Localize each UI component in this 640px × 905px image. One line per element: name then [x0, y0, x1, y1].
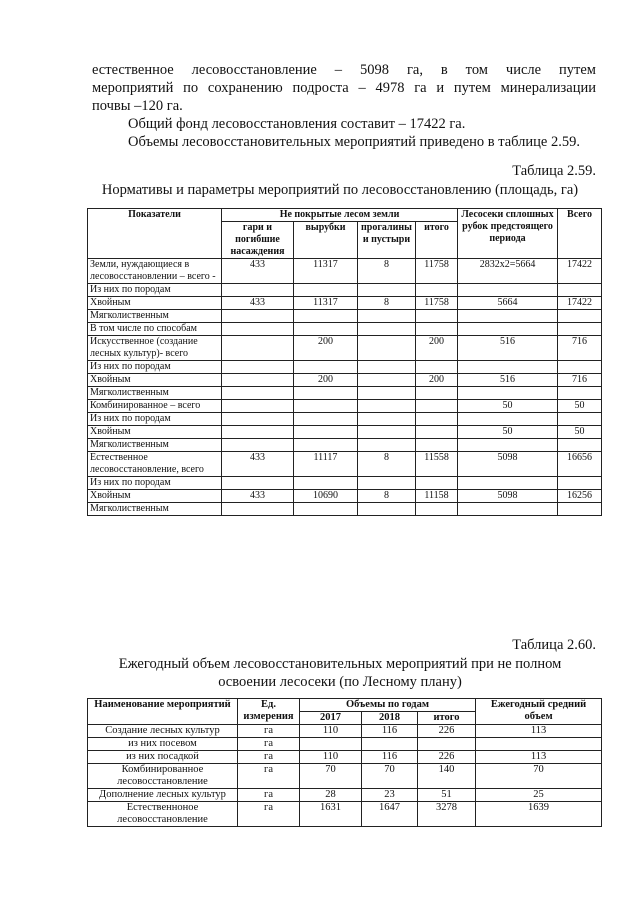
cell-glades — [358, 361, 416, 374]
cell-cutting — [458, 439, 558, 452]
table-row — [88, 413, 602, 426]
cell-burned — [222, 439, 294, 452]
table2-number: Таблица 2.60. — [512, 637, 596, 653]
cell-cutting — [458, 361, 558, 374]
cell-subtotal — [416, 310, 458, 323]
intro-line-1: естественное лесовосстановление – 5098 га, в том числе путем — [92, 62, 596, 78]
cell-subtotal — [416, 413, 458, 426]
cell-unit: га — [238, 751, 300, 764]
header-2018: 2018 — [362, 712, 418, 725]
cell-total: 716 — [558, 374, 602, 387]
cell-clearings — [294, 284, 358, 297]
header-not-covered: Не покрытые лесом земли — [222, 209, 458, 222]
cell-glades: 8 — [358, 259, 416, 284]
row-label: Из них по породам — [88, 413, 222, 426]
cell-total — [558, 323, 602, 336]
cell-clearings — [294, 387, 358, 400]
cell-2017: 110 — [300, 725, 362, 738]
row-label: Из них по породам — [88, 477, 222, 490]
table-row — [88, 789, 602, 802]
table-row — [88, 426, 602, 439]
table-row — [88, 751, 602, 764]
header-cutting-areas: Лесосеки сплошных рубок предстоящего периода — [458, 209, 558, 259]
cell-unit: га — [238, 738, 300, 751]
table-row — [88, 452, 602, 477]
cell-subtotal: 140 — [418, 764, 476, 789]
table-row — [88, 477, 602, 490]
cell-subtotal — [416, 426, 458, 439]
cell-burned — [222, 503, 294, 516]
cell-total: 16256 — [558, 490, 602, 503]
cell-burned — [222, 426, 294, 439]
cell-total — [558, 439, 602, 452]
cell-total — [558, 413, 602, 426]
row-name: из них посадкой — [88, 751, 238, 764]
cell-total: 716 — [558, 336, 602, 361]
table-row — [88, 259, 602, 284]
header-subtotal: итого — [416, 222, 458, 259]
table-row — [88, 284, 602, 297]
cell-total — [558, 503, 602, 516]
cell-burned — [222, 477, 294, 490]
cell-burned — [222, 310, 294, 323]
cell-subtotal: 200 — [416, 336, 458, 361]
header-annual: Ежегодный средний объем — [476, 699, 602, 725]
cell-subtotal — [416, 439, 458, 452]
cell-burned — [222, 361, 294, 374]
header-name: Наименование мероприятий — [88, 699, 238, 725]
table-row — [88, 374, 602, 387]
cell-burned — [222, 387, 294, 400]
cell-subtotal — [416, 503, 458, 516]
cell-clearings — [294, 503, 358, 516]
row-name: Дополнение лесных культур — [88, 789, 238, 802]
cell-burned — [222, 336, 294, 361]
cell-burned — [222, 374, 294, 387]
cell-total: 50 — [558, 400, 602, 413]
cell-subtotal: 11558 — [416, 452, 458, 477]
cell-clearings: 11317 — [294, 259, 358, 284]
row-label: Мягколиственным — [88, 310, 222, 323]
row-label: Хвойным — [88, 490, 222, 503]
cell-total: 17422 — [558, 297, 602, 310]
cell-glades — [358, 387, 416, 400]
table-row — [88, 310, 602, 323]
cell-annual: 1639 — [476, 802, 602, 827]
cell-glades — [358, 323, 416, 336]
row-name: Естественноное лесовосстановление — [88, 802, 238, 827]
cell-subtotal: 11158 — [416, 490, 458, 503]
cell-subtotal: 3278 — [418, 802, 476, 827]
row-label: Земли, нуждающиеся в лесовосстановлении – всего - — [88, 259, 222, 284]
table-row — [88, 738, 602, 751]
table-row — [88, 400, 602, 413]
cell-burned: 433 — [222, 490, 294, 503]
table1-number: Таблица 2.59. — [512, 163, 596, 179]
cell-glades — [358, 426, 416, 439]
cell-annual — [476, 738, 602, 751]
row-label: Естественное лесовосстановление, всего — [88, 452, 222, 477]
cell-clearings — [294, 310, 358, 323]
cell-unit: га — [238, 764, 300, 789]
cell-annual: 113 — [476, 751, 602, 764]
cell-annual: 70 — [476, 764, 602, 789]
table-row — [88, 802, 602, 827]
cell-burned: 433 — [222, 452, 294, 477]
table-row — [88, 503, 602, 516]
row-name: из них посевом — [88, 738, 238, 751]
cell-cutting — [458, 323, 558, 336]
cell-glades — [358, 374, 416, 387]
cell-glades — [358, 477, 416, 490]
cell-cutting — [458, 503, 558, 516]
cell-cutting: 5098 — [458, 452, 558, 477]
cell-burned: 433 — [222, 259, 294, 284]
header-subtotal: итого — [418, 712, 476, 725]
cell-clearings: 200 — [294, 374, 358, 387]
row-label: Комбинированное – всего — [88, 400, 222, 413]
cell-unit: га — [238, 802, 300, 827]
cell-burned: 433 — [222, 297, 294, 310]
cell-subtotal — [418, 738, 476, 751]
cell-2017: 1631 — [300, 802, 362, 827]
cell-2017: 28 — [300, 789, 362, 802]
row-label: Искусственное (создание лесных культур)- всего — [88, 336, 222, 361]
header-glades: прогалины и пустыри — [358, 222, 416, 259]
cell-burned — [222, 284, 294, 297]
table2 — [87, 698, 602, 827]
row-name: Создание лесных культур — [88, 725, 238, 738]
header-total: Всего — [558, 209, 602, 259]
cell-annual: 113 — [476, 725, 602, 738]
cell-total — [558, 477, 602, 490]
table-row — [88, 297, 602, 310]
cell-total: 50 — [558, 426, 602, 439]
cell-clearings: 200 — [294, 336, 358, 361]
cell-clearings: 11317 — [294, 297, 358, 310]
table2-title-line1: Ежегодный объем лесовосстановительных мероприятий при не полном — [118, 656, 562, 672]
cell-glades — [358, 310, 416, 323]
cell-clearings — [294, 323, 358, 336]
cell-2018: 23 — [362, 789, 418, 802]
cell-cutting: 50 — [458, 400, 558, 413]
header-volumes: Объемы по годам — [300, 699, 476, 712]
cell-cutting — [458, 310, 558, 323]
header-unit: Ед. измерения — [238, 699, 300, 725]
row-label: Из них по породам — [88, 284, 222, 297]
cell-glades — [358, 400, 416, 413]
table-row — [88, 490, 602, 503]
cell-2018: 116 — [362, 725, 418, 738]
table-row — [88, 361, 602, 374]
cell-subtotal: 51 — [418, 789, 476, 802]
intro-line-3: почвы –120 га. — [92, 98, 183, 114]
row-label: Мягколиственным — [88, 503, 222, 516]
cell-cutting — [458, 284, 558, 297]
cell-clearings: 10690 — [294, 490, 358, 503]
cell-cutting — [458, 477, 558, 490]
header-indicators: Показатели — [88, 209, 222, 259]
intro-line-4: Общий фонд лесовосстановления составит – 17422 га. — [128, 116, 466, 132]
cell-subtotal: 226 — [418, 751, 476, 764]
cell-glades — [358, 284, 416, 297]
cell-subtotal: 200 — [416, 374, 458, 387]
cell-unit: га — [238, 789, 300, 802]
cell-subtotal: 11758 — [416, 259, 458, 284]
cell-subtotal — [416, 361, 458, 374]
cell-2018: 116 — [362, 751, 418, 764]
cell-cutting: 2832x2=5664 — [458, 259, 558, 284]
cell-clearings — [294, 413, 358, 426]
cell-2018: 1647 — [362, 802, 418, 827]
cell-subtotal — [416, 323, 458, 336]
row-label: Мягколиственным — [88, 439, 222, 452]
cell-2018 — [362, 738, 418, 751]
table-row — [88, 336, 602, 361]
cell-glades — [358, 413, 416, 426]
cell-2017: 110 — [300, 751, 362, 764]
cell-clearings — [294, 400, 358, 413]
table-row — [88, 439, 602, 452]
cell-clearings — [294, 477, 358, 490]
cell-glades: 8 — [358, 452, 416, 477]
cell-cutting — [458, 387, 558, 400]
table-row — [88, 764, 602, 789]
cell-2017: 70 — [300, 764, 362, 789]
cell-2018: 70 — [362, 764, 418, 789]
cell-total — [558, 284, 602, 297]
cell-cutting: 516 — [458, 374, 558, 387]
cell-total — [558, 387, 602, 400]
cell-subtotal — [416, 284, 458, 297]
cell-unit: га — [238, 725, 300, 738]
row-label: Мягколиственным — [88, 387, 222, 400]
cell-total — [558, 310, 602, 323]
cell-total: 17422 — [558, 259, 602, 284]
header-clearings: вырубки — [294, 222, 358, 259]
cell-cutting: 5098 — [458, 490, 558, 503]
cell-total — [558, 361, 602, 374]
cell-clearings — [294, 439, 358, 452]
cell-subtotal — [416, 477, 458, 490]
cell-subtotal: 226 — [418, 725, 476, 738]
cell-glades — [358, 336, 416, 361]
row-label: Из них по породам — [88, 361, 222, 374]
header-burned: гари и погибшие насаждения — [222, 222, 294, 259]
cell-clearings — [294, 361, 358, 374]
cell-cutting: 50 — [458, 426, 558, 439]
cell-subtotal — [416, 387, 458, 400]
table-row — [88, 323, 602, 336]
cell-glades: 8 — [358, 490, 416, 503]
cell-annual: 25 — [476, 789, 602, 802]
cell-glades: 8 — [358, 297, 416, 310]
intro-line-2: мероприятий по сохранению подроста – 4978 га и путем минерализации — [92, 80, 596, 96]
cell-total: 16656 — [558, 452, 602, 477]
cell-clearings — [294, 426, 358, 439]
cell-burned — [222, 323, 294, 336]
cell-cutting: 516 — [458, 336, 558, 361]
cell-2017 — [300, 738, 362, 751]
table-row — [88, 387, 602, 400]
intro-line-5: Объемы лесовосстановительных мероприятий приведено в таблице 2.59. — [128, 134, 580, 150]
cell-cutting: 5664 — [458, 297, 558, 310]
table1-title: Нормативы и параметры мероприятий по лесовосстановлению (площадь, га) — [101, 182, 579, 198]
row-label: Хвойным — [88, 426, 222, 439]
header-2017: 2017 — [300, 712, 362, 725]
cell-burned — [222, 413, 294, 426]
cell-cutting — [458, 413, 558, 426]
row-name: Комбинированное лесовосстановление — [88, 764, 238, 789]
row-label: Хвойным — [88, 374, 222, 387]
table-row — [88, 725, 602, 738]
table1 — [87, 208, 602, 516]
cell-clearings: 11117 — [294, 452, 358, 477]
cell-glades — [358, 503, 416, 516]
cell-subtotal: 11758 — [416, 297, 458, 310]
cell-glades — [358, 439, 416, 452]
row-label: Хвойным — [88, 297, 222, 310]
row-label: В том числе по способам — [88, 323, 222, 336]
cell-subtotal — [416, 400, 458, 413]
cell-burned — [222, 400, 294, 413]
table2-title-line2: освоении лесосеки (по Лесному плану) — [218, 674, 462, 690]
